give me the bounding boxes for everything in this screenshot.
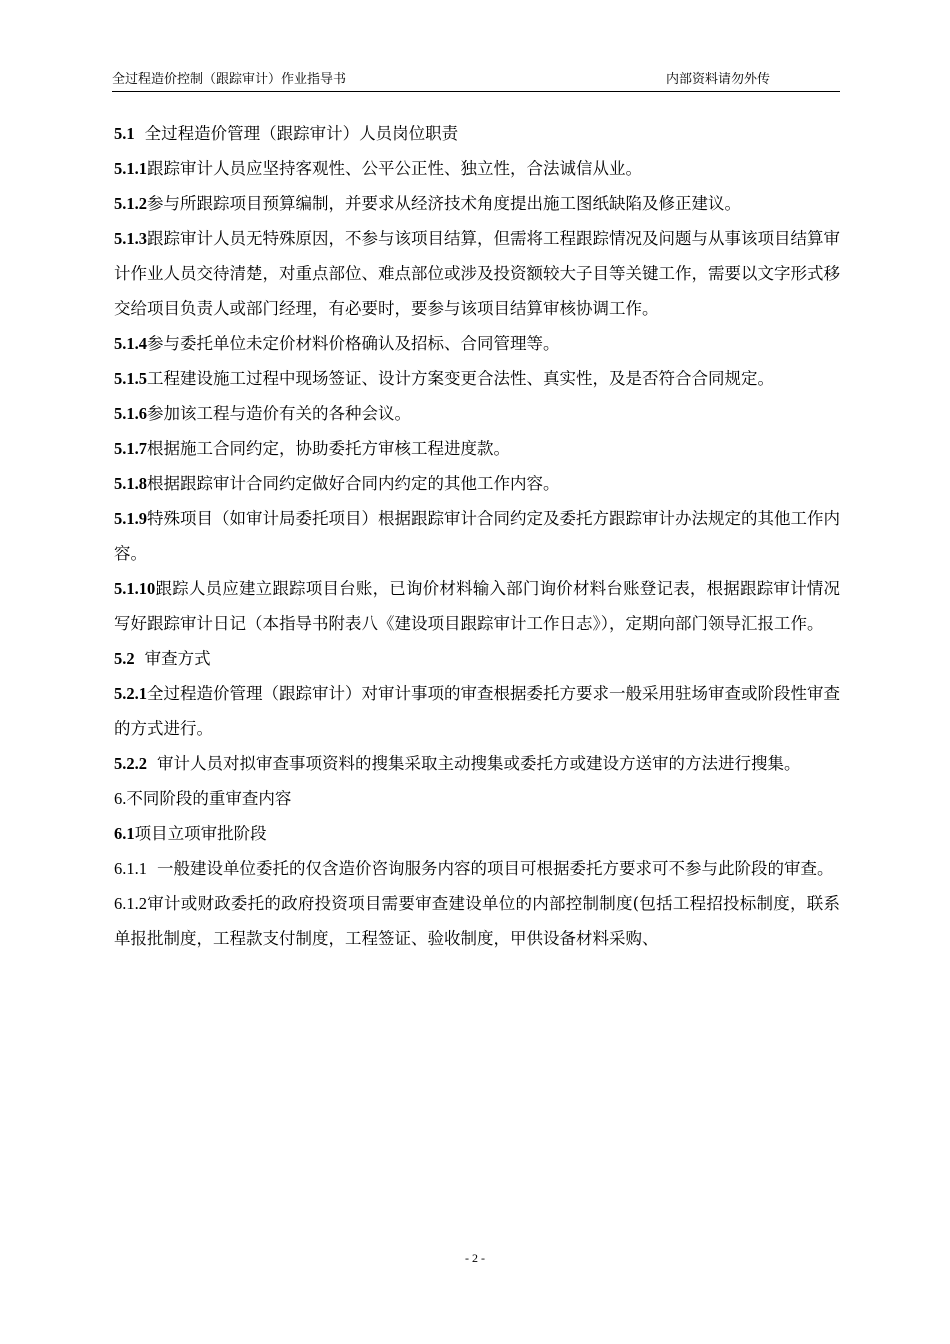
section-paragraph <box>114 501 840 571</box>
section-paragraph <box>114 886 840 956</box>
section-paragraph <box>114 466 840 501</box>
section-text: 审计人员对拟审查事项资料的搜集采取主动搜集或委托方或建设方送审的方法进行搜集。 <box>157 754 801 773</box>
section-text: 项目立项审批阶段 <box>134 824 267 843</box>
section-number: 5.2.1 <box>114 684 147 703</box>
section-text: 全过程造价管理（跟踪审计）对审计事项的审查根据委托方要求一般采用驻场审查或阶段性审查的方式进行。 <box>114 684 840 738</box>
section-paragraph <box>114 361 840 396</box>
section-text: 不同阶段的重审查内容 <box>126 789 292 808</box>
header-document-title: 全过程造价控制（跟踪审计）作业指导书 <box>112 72 347 87</box>
section-text: 根据施工合同约定，协助委托方审核工程进度款。 <box>147 439 510 458</box>
section-number: 6.1 <box>114 824 135 843</box>
section-number: 5.1.3 <box>114 229 147 248</box>
section-text: 全过程造价管理（跟踪审计）人员岗位职责 <box>144 124 459 143</box>
section-number: 5.1.4 <box>114 334 147 353</box>
section-paragraph <box>114 116 840 151</box>
section-text: 参加该工程与造价有关的各种会议。 <box>147 404 411 423</box>
section-number: 5.1.7 <box>114 439 147 458</box>
section-number: 5.1.8 <box>114 474 147 493</box>
section-paragraph <box>114 571 840 641</box>
section-paragraph <box>114 781 840 816</box>
section-number: 5.1.10 <box>114 579 156 598</box>
section-paragraph <box>114 186 840 221</box>
section-paragraph <box>114 221 840 326</box>
section-number: 5.2 <box>114 649 135 668</box>
section-text: 参与委托单位未定价材料价格确认及招标、合同管理等。 <box>147 334 560 353</box>
section-text: 跟踪审计人员应坚持客观性、公平公正性、独立性，合法诚信从业。 <box>147 159 642 178</box>
section-text: 特殊项目（如审计局委托项目）根据跟踪审计合同约定及委托方跟踪审计办法规定的其他工作内容。 <box>114 509 840 563</box>
section-paragraph <box>114 151 840 186</box>
section-number: 5.1 <box>114 124 135 143</box>
header-divider <box>112 91 840 92</box>
section-text: 跟踪人员应建立跟踪项目台账，已询价材料输入部门询价材料台账登记表，根据跟踪审计情况写好跟踪审计日记（本指导书附表八《建设项目跟踪审计工作日志》），定期向部门领导汇报工作。 <box>114 579 840 633</box>
section-paragraph <box>114 851 840 886</box>
section-paragraph <box>114 431 840 466</box>
section-paragraph <box>114 326 840 361</box>
section-paragraph <box>114 816 840 851</box>
header-confidential-notice: 内部资料请勿外传 <box>666 72 771 87</box>
section-number: 5.1.5 <box>114 369 147 388</box>
section-text: 根据跟踪审计合同约定做好合同内约定的其他工作内容。 <box>147 474 560 493</box>
document-body <box>114 116 840 956</box>
section-number: 5.2.2 <box>114 754 147 773</box>
section-number: 5.1.6 <box>114 404 147 423</box>
section-text: 审计或财政委托的政府投资项目需要审查建设单位的内部控制制度(包括工程招投标制度，联系单报批制度，工程款支付制度，工程签证、验收制度，甲供设备材料采购、 <box>114 894 840 948</box>
section-text: 跟踪审计人员无特殊原因，不参与该项目结算，但需将工程跟踪情况及问题与从事该项目结算审计作业人员交待清楚，对重点部位、难点部位或涉及投资额较大子目等关键工作，需要以文字形式移交给项目负责人或部门经理，有必要时，要参与该项目结算审核协调工作。 <box>114 229 840 318</box>
section-number: 5.1.9 <box>114 509 147 528</box>
section-text: 工程建设施工过程中现场签证、设计方案变更合法性、真实性，及是否符合合同规定。 <box>147 369 774 388</box>
section-text: 参与所跟踪项目预算编制，并要求从经济技术角度提出施工图纸缺陷及修正建议。 <box>147 194 741 213</box>
section-text: 一般建设单位委托的仅含造价咨询服务内容的项目可根据委托方要求可不参与此阶段的审查。 <box>157 859 834 878</box>
section-text: 审查方式 <box>144 649 211 668</box>
section-number: 5.1.2 <box>114 194 147 213</box>
section-number: 6.1.2 <box>114 894 147 913</box>
page-header <box>112 70 840 90</box>
section-paragraph <box>114 641 840 676</box>
section-number: 6. <box>114 789 127 808</box>
page-number: - 2 - <box>465 1251 485 1265</box>
section-number: 6.1.1 <box>114 859 147 878</box>
section-paragraph <box>114 746 840 781</box>
section-number: 5.1.1 <box>114 159 147 178</box>
section-paragraph <box>114 396 840 431</box>
section-paragraph <box>114 676 840 746</box>
